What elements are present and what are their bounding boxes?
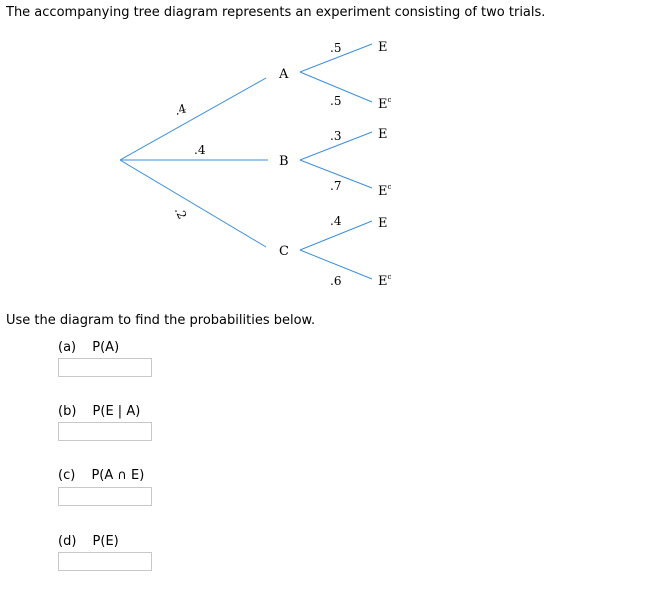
prob-a-ec: .5	[330, 94, 342, 108]
question-b-expression: P(E | A)	[92, 404, 141, 419]
outcome-c-ec: $E^c$	[378, 273, 392, 289]
outcome-b-e: E	[378, 127, 388, 142]
question-b	[58, 404, 140, 419]
answer-b-input[interactable]	[58, 422, 152, 441]
instructions-text: Use the diagram to find the probabilities below.	[6, 313, 316, 328]
outcome-c-e: E	[378, 216, 388, 231]
prob-c-ec: .6	[330, 274, 342, 288]
node-b: B	[279, 154, 289, 169]
question-d	[58, 534, 119, 549]
answer-a-input[interactable]	[58, 358, 152, 377]
question-d-expression: P(E)	[92, 534, 119, 549]
outcome-a-ec: $E^c$	[378, 96, 392, 112]
branch-root-to-a	[120, 78, 266, 160]
prob-c-e: .4	[330, 214, 342, 228]
question-a	[58, 340, 119, 355]
question-a-expression: P(A)	[92, 340, 120, 355]
answer-d-input[interactable]	[58, 552, 152, 571]
prob-root-a: .4	[173, 101, 188, 118]
question-c-expression: P(A ∩ E)	[91, 468, 145, 483]
node-c: C	[279, 244, 289, 259]
branch-root-to-c	[120, 160, 266, 247]
question-d-letter: (d)	[58, 534, 77, 549]
prob-root-c: .2	[171, 204, 190, 222]
question-c	[58, 468, 144, 483]
outcome-b-ec: $E^c$	[378, 183, 392, 199]
question-b-letter: (b)	[58, 404, 77, 419]
node-a: A	[279, 67, 289, 82]
prob-b-e: .3	[330, 129, 342, 143]
outcome-a-e: E	[378, 40, 388, 55]
prob-root-b: .4	[194, 143, 206, 157]
intro-text: The accompanying tree diagram represents an experiment consisting of two trials.	[6, 5, 546, 20]
question-a-letter: (a)	[58, 340, 77, 355]
answer-c-input[interactable]	[58, 487, 152, 506]
question-c-letter: (c)	[58, 468, 76, 483]
prob-b-ec: .7	[330, 179, 342, 193]
prob-a-e: .5	[330, 41, 342, 55]
